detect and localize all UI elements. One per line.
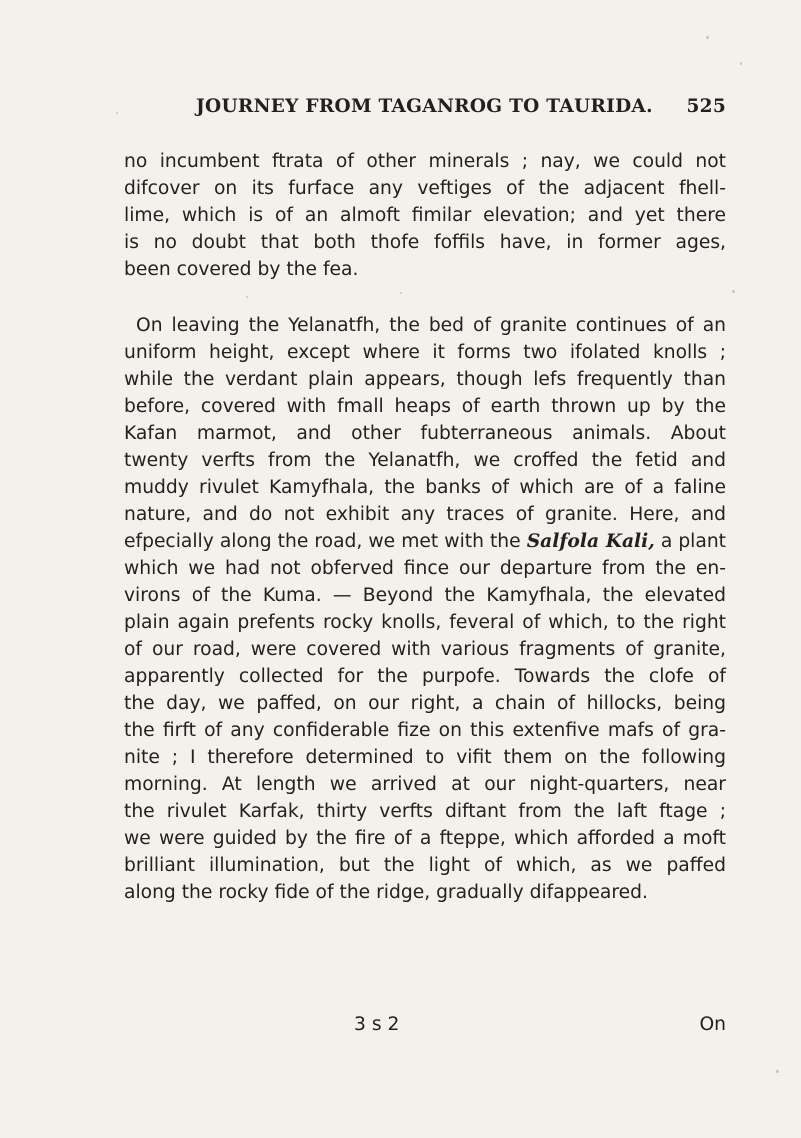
paper-speck: [246, 296, 248, 298]
text-line: Kafan marmot, and other fubterraneous animals. About: [124, 423, 726, 444]
text-segment: a plant: [654, 531, 726, 552]
text-line: while the verdant plain appears, though lefs frequently than: [124, 369, 726, 390]
text-line: On leaving the Yelanatfh, the bed of granite continues of an: [136, 315, 726, 336]
text-line: morning. At length we arrived at our night-quarters, near: [124, 774, 726, 795]
signature-mark: 3 s 2: [354, 1014, 400, 1035]
text-line: along the rocky fide of the ridge, gradually difappeared.: [124, 882, 648, 903]
text-line: virons of the Kuma. — Beyond the Kamyfhala, the elevated: [124, 585, 726, 606]
text-line: uniform height, except where it forms two ifolated knolls ;: [124, 342, 726, 363]
paper-speck: [732, 290, 735, 293]
text-line: the day, we paffed, on our right, a chain of hillocks, being: [124, 693, 726, 714]
text-line: which we had not obferved fince our departure from the en-: [124, 558, 726, 579]
page-number: 525: [686, 96, 726, 117]
text-line: muddy rivulet Kamyfhala, the banks of which are of a faline: [124, 477, 726, 498]
running-head: [196, 96, 726, 124]
paper-speck: [776, 1070, 779, 1073]
text-line: nite ; I therefore determined to vifit them on the following: [124, 747, 726, 768]
text-line: been covered by the fea.: [124, 259, 359, 280]
text-line: difcover on its furface any veftiges of the adjacent fhell-: [124, 178, 726, 199]
italic-plant-name: Salfola Kali,: [526, 530, 655, 552]
text-line: brilliant illumination, but the light of which, as we paffed: [124, 855, 726, 876]
text-line: before, covered with fmall heaps of earth thrown up by the: [124, 396, 726, 417]
text-line: apparently collected for the purpofe. Towards the clofe of: [124, 666, 726, 687]
text-line: we were guided by the fire of a fteppe, which afforded a moft: [124, 828, 726, 849]
text-line: nature, and do not exhibit any traces of granite. Here, and: [124, 504, 726, 525]
text-line-with-italic: [124, 528, 726, 555]
text-line: twenty verfts from the Yelanatfh, we croffed the fetid and: [124, 450, 726, 471]
text-line: lime, which is of an almoft fimilar elevation; and yet there: [124, 205, 726, 226]
text-line: no incumbent ftrata of other minerals ; nay, we could not: [124, 151, 726, 172]
text-segment: efpecially along the road, we met with the: [124, 531, 527, 552]
text-line: plain again prefents rocky knolls, feveral of which, to the right: [124, 612, 726, 633]
paper-speck: [116, 112, 118, 114]
text-line: of our road, were covered with various fragments of granite,: [124, 639, 726, 660]
text-line: the firft of any confiderable fize on this extenfive mafs of gra-: [124, 720, 726, 741]
catchline: [124, 1014, 726, 1041]
paper-speck: [706, 36, 709, 39]
text-line: the rivulet Karfak, thirty verfts diftant from the laft ftage ;: [124, 801, 726, 822]
paper-speck: [400, 292, 402, 294]
paper-speck: [740, 62, 742, 65]
running-title: JOURNEY FROM TAGANROG TO TAURIDA.: [196, 96, 653, 117]
text-line: is no doubt that both thofe foffils have, in former ages,: [124, 232, 726, 253]
catchword: On: [699, 1014, 726, 1035]
